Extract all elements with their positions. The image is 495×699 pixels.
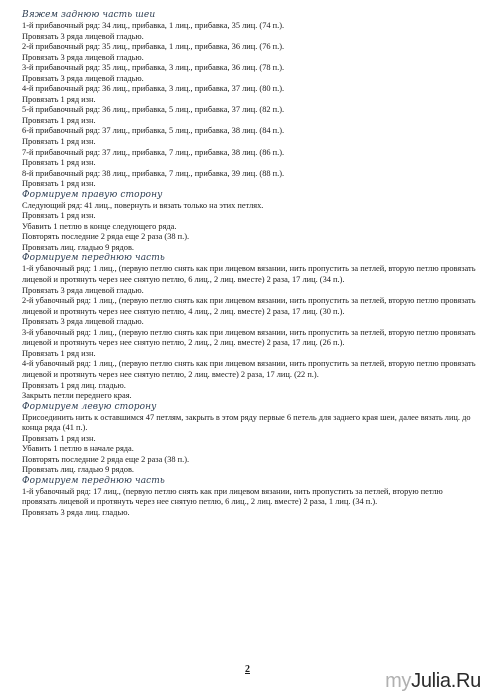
instruction-line: Провязать 3 ряда лицевой гладью. (22, 285, 144, 295)
instruction-paragraph: 1-й убавочный ряд: 1 лиц., (первую петлю снять как при лицевом вязании, нить пропустить за петлей, вторую петлю провязать лицевой и протянуть через нее снятую петлю, 6 лиц., 2 лиц. вместе) 2 раза, 17 лиц. (34 п.). (22, 264, 476, 285)
instruction-line: 6-й прибавочный ряд: 37 лиц., прибавка, 5 лиц., прибавка, 38 лиц. (84 п.). (22, 126, 285, 136)
instruction-paragraph: 3-й убавочный ряд: 1 лиц., (первую петлю снять как при лицевом вязании, нить пропустить за петлей, вторую петлю провязать лицевой и протянуть через нее снятую петлю, 2 лиц., 2 лиц. вместе) 2 раза, 17 лиц. (26 п.). (22, 327, 476, 348)
section-heading: Формируем левую сторону (22, 401, 157, 412)
section-right-side (22, 190, 477, 254)
instruction-line: 2-й прибавочный ряд: 35 лиц., прибавка, 1 лиц., прибавка, 36 лиц. (76 п.). (22, 42, 285, 52)
instruction-line: Повторять последние 2 ряда еще 2 раза (38 п.). (22, 232, 190, 242)
instruction-line: Провязать 3 ряда лицевой гладью. (22, 52, 144, 62)
document-body (22, 10, 477, 519)
instruction-line: Провязать 1 ряд изн. (22, 211, 96, 221)
section-back-neck (22, 10, 477, 190)
section-heading: Формируем переднюю часть (22, 253, 165, 264)
instruction-line: Следующий ряд: 41 лиц., повернуть и вязать только на этих петлях. (22, 200, 264, 210)
watermark-part-my: my (385, 670, 412, 692)
instruction-line: Провязать 1 ряд изн. (22, 158, 96, 168)
instruction-line: 4-й прибавочный ряд: 36 лиц., прибавка, 3 лиц., прибавка, 37 лиц. (80 п.). (22, 84, 285, 94)
instruction-line: Провязать 1 ряд изн. (22, 137, 96, 147)
instruction-line: Провязать лиц. гладью 9 рядов. (22, 465, 134, 475)
section-left-side (22, 402, 477, 476)
instruction-paragraph: 1-й убавочный ряд: 17 лиц., (первую петлю снять как при лицевом вязании, нить пропустить за петлей, вторую петлю провязать лицевой и протянуть через нее снятую петлю, 6 лиц., 2 лиц. вместе) 2 раза, 1 лиц. (34 п.). (22, 486, 443, 507)
watermark-part-julia: Julia (411, 670, 451, 692)
section-front-part-2 (22, 476, 477, 519)
watermark-part-ru: .Ru (450, 670, 481, 692)
instruction-line: Провязать лиц. гладью 9 рядов. (22, 242, 134, 252)
instruction-line: Провязать 3 ряда лицевой гладью. (22, 317, 144, 327)
section-heading: Формируем переднюю часть (22, 475, 165, 486)
instruction-line: 5-й прибавочный ряд: 36 лиц., прибавка, 5 лиц., прибавка, 37 лиц. (82 п.). (22, 105, 285, 115)
instruction-line: Провязать 1 ряд изн. (22, 115, 96, 125)
instruction-line: Провязать 1 ряд лиц. гладью. (22, 380, 126, 390)
instruction-paragraph: 4-й убавочный ряд: 1 лиц., (первую петлю снять как при лицевом вязании, нить пропустить за петлей, вторую петлю провязать лицевой и протянуть через нее снятую петлю, 2 лиц. вместе) 2 раза, 17 лиц. (22 п.). (22, 359, 476, 379)
instruction-line: Провязать 3 ряда лицевой гладью. (22, 73, 144, 83)
instruction-line: Повторять последние 2 ряда еще 2 раза (38 п.). (22, 454, 190, 464)
instruction-line: Провязать 1 ряд изн. (22, 348, 96, 358)
section-heading: Формируем правую сторону (22, 189, 163, 200)
instruction-line: Убавить 1 петлю в конце следующего ряда. (22, 221, 177, 231)
page-number: 2 (245, 664, 250, 675)
instruction-line: Провязать 3 ряда лицевой гладью. (22, 31, 144, 41)
instruction-line: 1-й прибавочный ряд: 34 лиц., прибавка, 1 лиц., прибавка, 35 лиц. (74 п.). (22, 21, 285, 30)
instruction-line: Провязать 1 ряд изн. (22, 179, 96, 189)
instruction-line: 7-й прибавочный ряд: 37 лиц., прибавка, 7 лиц., прибавка, 38 лиц. (86 п.). (22, 147, 285, 157)
instruction-paragraph: Присоединить нить к оставшимся 47 петлям, закрыть в этом ряду первые 6 петель для заднего края шеи, далее вязать лиц. до конца ряда (41 п.). (22, 412, 471, 433)
site-watermark (385, 670, 481, 693)
instruction-line: 3-й прибавочный ряд: 35 лиц., прибавка, 3 лиц., прибавка, 36 лиц. (78 п.). (22, 63, 285, 73)
instruction-line: 8-й прибавочный ряд: 38 лиц., прибавка, 7 лиц., прибавка, 39 лиц. (88 п.). (22, 168, 285, 178)
instruction-line: Убавить 1 петлю в начале ряда. (22, 444, 134, 454)
instruction-line: Провязать 3 ряда лиц. гладью. (22, 507, 130, 517)
instruction-line: Закрыть петли переднего края. (22, 391, 132, 401)
instruction-line: Провязать 1 ряд изн. (22, 433, 96, 443)
instruction-line: Провязать 1 ряд изн. (22, 94, 96, 104)
section-heading: Вяжем заднюю часть шеи (22, 10, 156, 20)
instruction-paragraph: 2-й убавочный ряд: 1 лиц., (первую петлю снять как при лицевом вязании, нить пропустить за петлей, вторую петлю провязать лицевой и протянуть через нее снятую петлю, 4 лиц., 2 лиц. вместе) 2 раза, 17 лиц. (30 п.). (22, 296, 476, 316)
section-front-part (22, 253, 477, 401)
